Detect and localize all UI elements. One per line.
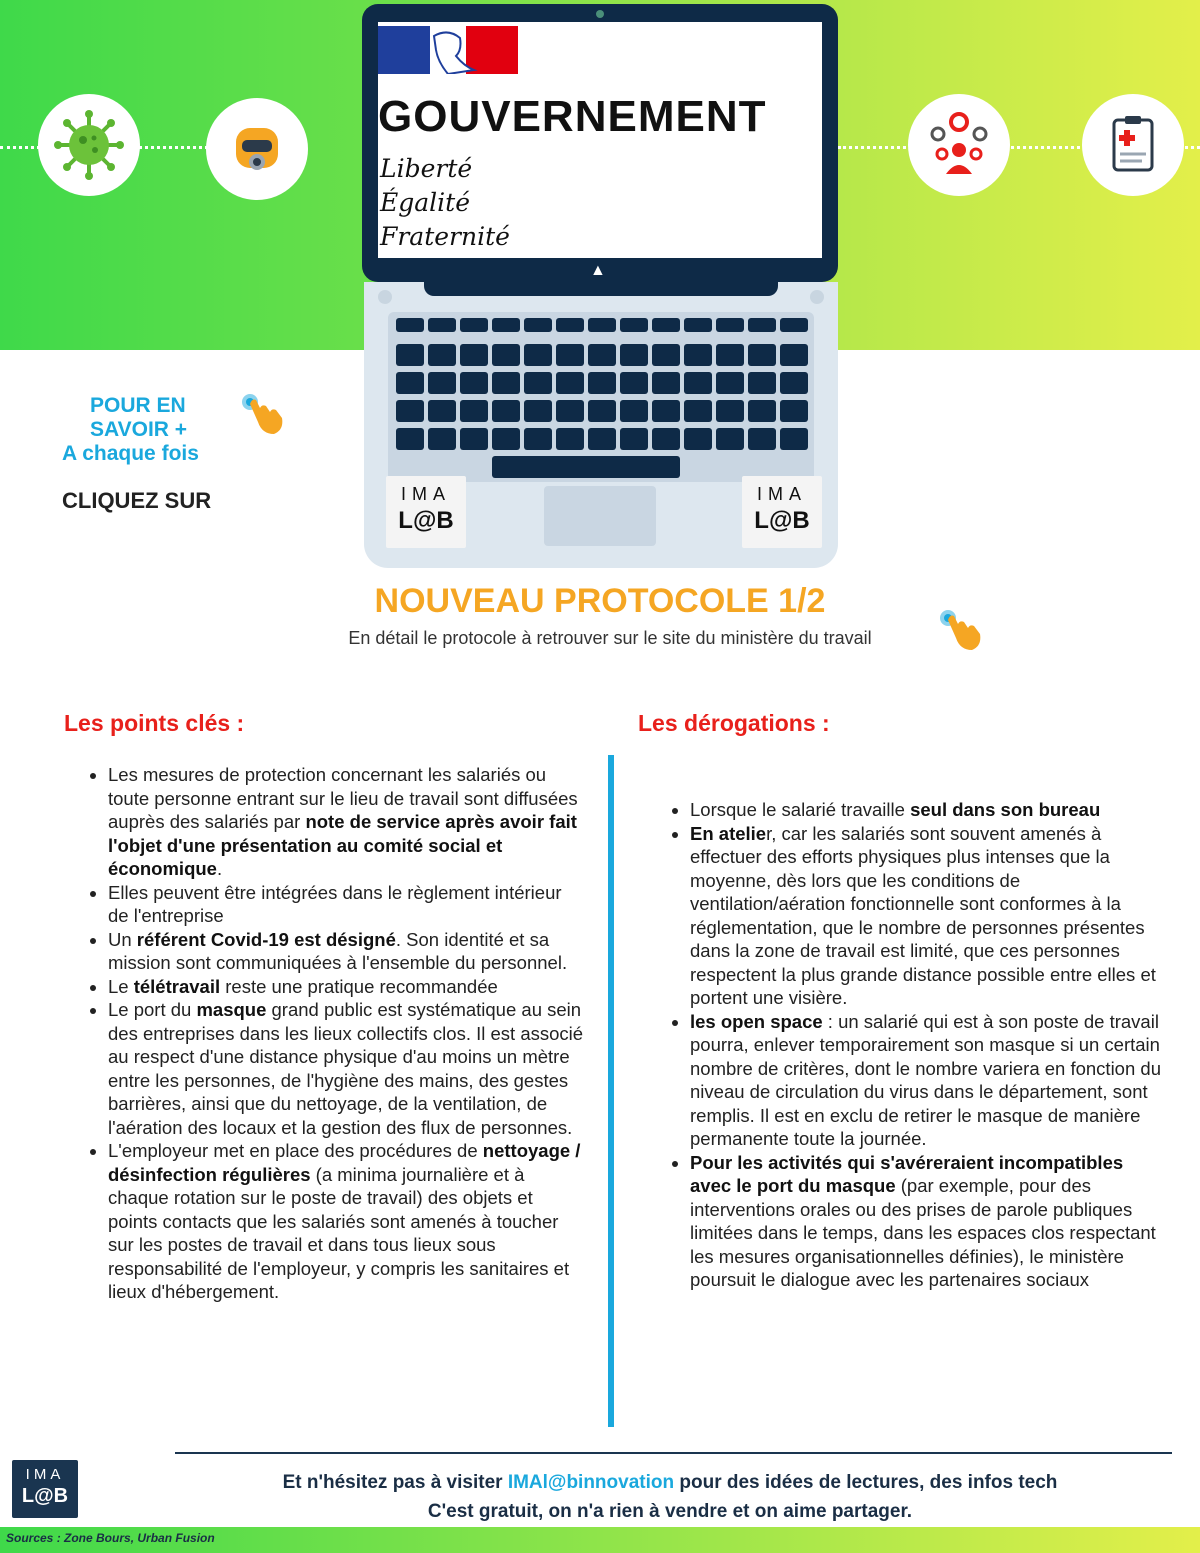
bold-text: Pour les activités qui s'avéreraient incompatibles avec le port du masque (690, 1151, 1124, 1196)
bold-text: En atelie (690, 822, 767, 844)
key (780, 344, 808, 366)
key (620, 344, 648, 366)
key (716, 318, 744, 332)
key (748, 428, 776, 450)
text: Le port du (108, 999, 197, 1020)
key (556, 344, 584, 366)
hazmat-mask-icon[interactable] (206, 98, 308, 200)
key (556, 400, 584, 422)
key (524, 344, 552, 366)
list-item (108, 1139, 586, 1304)
key (492, 400, 520, 422)
text: . Son identité et sa mission sont communiquées à l'ensemble du personnel. (108, 928, 568, 973)
footer-text: Et n'hésitez pas à visiter (282, 1472, 508, 1493)
key (780, 428, 808, 450)
key (652, 318, 680, 332)
key (460, 372, 488, 394)
gov-title: GOUVERNEMENT (378, 92, 767, 141)
list-item (108, 998, 586, 1139)
bold-text: les open space (690, 1010, 823, 1032)
key (652, 372, 680, 394)
list-item (690, 1010, 1168, 1151)
key (588, 344, 616, 366)
pointing-hand-icon[interactable] (238, 390, 288, 440)
imalab-logo[interactable] (742, 476, 822, 548)
logo-text-lab: L@B (21, 1485, 69, 1507)
list-item (108, 881, 586, 928)
key (428, 344, 456, 366)
key (556, 428, 584, 450)
bold-text: masque (196, 999, 267, 1020)
key (684, 428, 712, 450)
key (716, 372, 744, 394)
logo-text-ima: IMA (400, 484, 451, 504)
imalab-link[interactable]: IMAl@binnovation (507, 1472, 675, 1493)
text: Un (108, 928, 137, 950)
laptop-hinge (424, 282, 778, 296)
key (620, 428, 648, 450)
key (556, 372, 584, 394)
footer-line2: C'est gratuit, on n'a rien à vendre et on aime partager. (427, 1501, 913, 1522)
derogations-title: Les dérogations : (638, 710, 830, 736)
marianne-flag-logo (378, 26, 518, 74)
trackpad (544, 486, 656, 546)
logo-text-ima: IMA (756, 484, 807, 504)
key (492, 428, 520, 450)
key (428, 372, 456, 394)
key (492, 344, 520, 366)
list-item (690, 822, 1168, 1010)
key (556, 318, 584, 332)
team-settings-icon[interactable] (908, 94, 1010, 196)
list-item (690, 798, 1168, 822)
imalab-logo[interactable] (12, 1460, 78, 1518)
text: . (216, 858, 223, 879)
footer-line1 (175, 1472, 1165, 1494)
page-title: NOUVEAU PROTOCOLE 1/2 (374, 582, 826, 620)
pointing-hand-icon[interactable] (936, 606, 986, 656)
cta-line1: POUR EN (90, 394, 186, 417)
logo-text-ima: IMA (25, 1466, 65, 1483)
logo-text-lab: L@B (754, 507, 810, 534)
key (780, 400, 808, 422)
key (684, 344, 712, 366)
key (428, 428, 456, 450)
text: : un salarié qui est à son poste de travail pourra, enlever temporairement son masque si un certain nombre de critères, dont le nombre variera en fonction du niveau de circulation du virus dans le département, sont remplis. Il est en exclu de retirer le masque de manière permanente toute la journée. (690, 1010, 1161, 1149)
bold-text: télétravail (133, 975, 221, 997)
text: L'employeur met en place des procédures de (108, 1140, 483, 1161)
key (716, 344, 744, 366)
laptop-screen (378, 22, 822, 258)
key (588, 400, 616, 422)
space-key (492, 456, 680, 478)
key (460, 344, 488, 366)
key (716, 400, 744, 422)
medical-clipboard-icon[interactable] (1082, 94, 1184, 196)
bold-text: seul dans son bureau (910, 799, 1101, 820)
bold-text: note de service après avoir fait l'objet d'une présentation au comité social et économique (108, 811, 577, 879)
key (524, 400, 552, 422)
key (524, 428, 552, 450)
laptop-foot (810, 290, 824, 304)
camera-icon (596, 10, 604, 18)
text: Le (108, 975, 134, 997)
key (748, 318, 776, 332)
key (780, 372, 808, 394)
key (748, 400, 776, 422)
key (396, 428, 424, 450)
footer-text: pour des idées de lectures, des infos tech (674, 1472, 1058, 1493)
laptop-foot (378, 290, 392, 304)
key (716, 428, 744, 450)
key (652, 344, 680, 366)
text: (a minima journalière et à chaque rotation sur le poste de travail) des objets et points contacts que les salariés sont amenés à toucher sur les postes de travail et dans tous lieux sous responsabilité de l'employeur, y compris les sanitaires et lieux d'hébergement. (108, 1163, 570, 1302)
list-item (108, 763, 586, 881)
keyboard (388, 312, 814, 482)
key (460, 400, 488, 422)
bold-text: nettoyage / désinfection régulières (108, 1140, 581, 1185)
list-item (108, 928, 586, 975)
list-item (108, 975, 586, 999)
key (588, 372, 616, 394)
text: grand public est systématique au sein des entreprises dans les lieux collectifs clos. Il est associé au respect d'une distance physique d'au moins un mètre entre les personnes, de l'hygiène des mains, des gestes barrières, ainsi que du nettoyage, de la ventilation, de l'aération des locaux et la gestion des flux de personnes. (108, 999, 584, 1138)
key (460, 428, 488, 450)
key (620, 372, 648, 394)
motto-egalite: Égalité (380, 188, 470, 217)
page-subtitle: En détail le protocole à retrouver sur le site du ministère du travail (348, 628, 872, 648)
text: reste une pratique recommandée (220, 975, 498, 997)
key (748, 372, 776, 394)
key (652, 400, 680, 422)
key (620, 400, 648, 422)
laptop-screen-frame (362, 4, 838, 282)
key (396, 344, 424, 366)
key (684, 318, 712, 332)
key (396, 318, 424, 332)
list-item (690, 1151, 1168, 1292)
key-points-list (86, 763, 586, 1304)
key (460, 318, 488, 332)
footer-divider (175, 1452, 1172, 1454)
sources: Sources : Zone Bours, Urban Fusion (6, 1531, 215, 1545)
key (588, 318, 616, 332)
key (524, 318, 552, 332)
key (396, 372, 424, 394)
text: Lorsque le salarié travaille (690, 799, 911, 820)
chevron-up-icon: ▲ (590, 262, 606, 279)
cta-line3: A chaque fois (62, 442, 199, 465)
key (588, 428, 616, 450)
key (492, 318, 520, 332)
text: Les mesures de protection concernant les salariés ou toute personne entrant sur le lieu de travail sont diffusées auprès des salariés par (108, 764, 578, 832)
column-divider (608, 755, 614, 1427)
key (428, 400, 456, 422)
derogations-list (668, 798, 1168, 1292)
key (780, 318, 808, 332)
text: (par exemple, pour des interventions orales ou des prises de parole publiques limitées dans le temps, dans les espaces clos respectant les mesures organisationnelles définies), le ministère poursuit le dialogue avec les partenaires sociaux (690, 1175, 1156, 1290)
logo-text-lab: L@B (398, 507, 454, 534)
text: Elles peuvent être intégrées dans le règlement intérieur de l'entreprise (108, 881, 562, 926)
motto-liberte: Liberté (380, 154, 473, 183)
key (428, 318, 456, 332)
text: r, car les salariés sont souvent amenés à effectuer des efforts physiques plus intenses que la moyenne, dès lors que les conditions de ventilation/aération fonctionnelle sont conformes à la réglementation, que le nombre de personnes présentes dans la zone de travail est limité, que ces personnes respectent la plus grande distance possible entre elles et portent une visière. (690, 822, 1156, 1008)
key (684, 400, 712, 422)
bold-text: référent Covid-19 est désigné (136, 928, 396, 950)
cta-line2: SAVOIR + (90, 418, 188, 441)
key (492, 372, 520, 394)
key-points-title: Les points clés : (64, 710, 245, 736)
virus-icon[interactable] (38, 94, 140, 196)
key (396, 400, 424, 422)
key (524, 372, 552, 394)
key (748, 344, 776, 366)
cta-line4: CLIQUEZ SUR (62, 488, 212, 513)
key (684, 372, 712, 394)
motto-fraternite: Fraternité (380, 222, 510, 251)
key (620, 318, 648, 332)
key (652, 428, 680, 450)
imalab-logo[interactable] (386, 476, 466, 548)
